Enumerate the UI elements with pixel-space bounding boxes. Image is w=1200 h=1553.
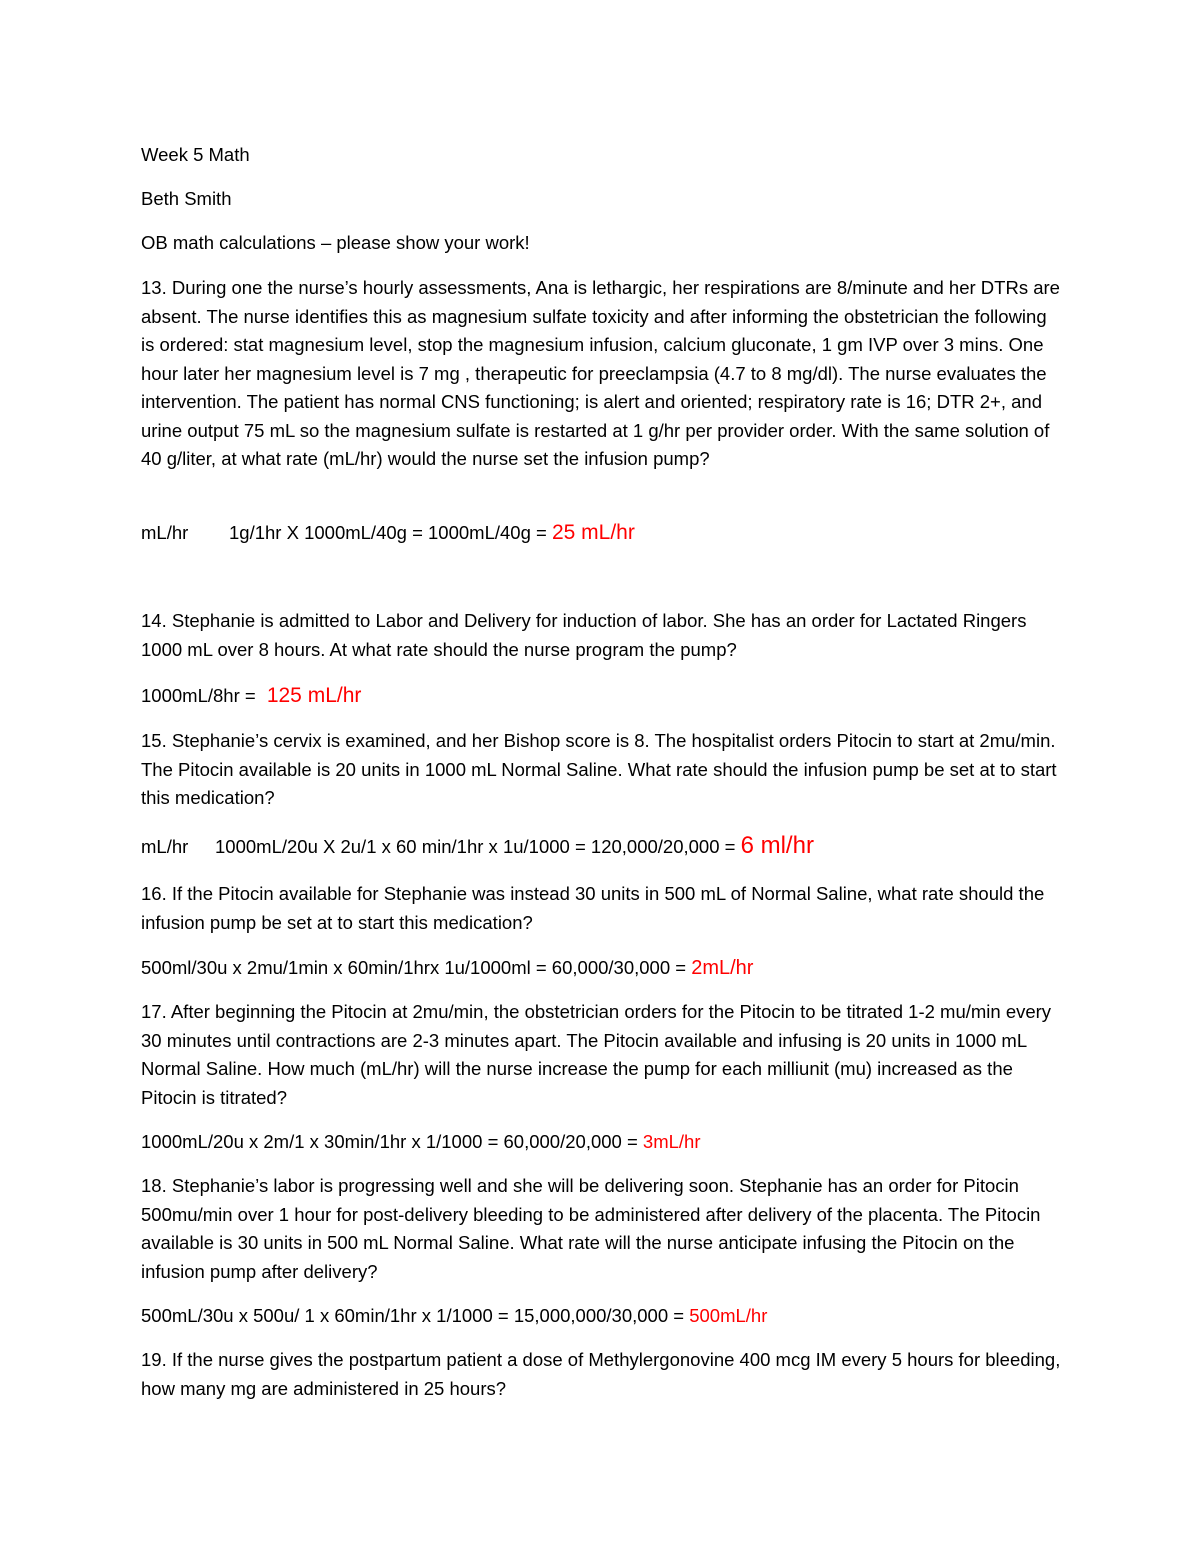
instructions: OB math calculations – please show your work! — [141, 232, 530, 253]
answer-unit-label: mL/hr — [141, 522, 189, 543]
work-calculation: 1g/1hr X 1000mL/40g = 1000mL/40g = — [229, 522, 552, 543]
final-answer: 125 mL/hr — [266, 684, 362, 707]
question-16-answer-row — [141, 953, 1141, 983]
question-15-answer-row — [141, 831, 1141, 862]
final-answer: 2mL/hr — [691, 957, 754, 979]
work-calculation: 1000mL/20u x 2m/1 x 30min/1hr x 1/1000 = 60,000/20,000 = — [141, 1131, 643, 1152]
document-title: Week 5 Math — [141, 144, 250, 165]
work-calculation: 1000mL/8hr = — [141, 685, 261, 706]
work-calculation: 500ml/30u x 2mu/1min x 60min/1hrx 1u/1000ml = 60,000/30,000 = — [141, 957, 692, 978]
question-18-answer-row — [141, 1301, 1141, 1331]
final-answer: 6 ml/hr — [740, 832, 814, 859]
question-17-answer-row — [141, 1127, 1141, 1157]
question-19-text: 19. If the nurse gives the postpartum patient a dose of Methylergonovine 400 mcg IM every 5 hours for bleeding, how many mg are administered in 25 hours? — [141, 1349, 1061, 1399]
question-15-text: 15. Stephanie’s cervix is examined, and her Bishop score is 8. The hospitalist orders Pitocin to start at 2mu/min. The Pitocin available is 20 units in 1000 mL Normal Saline. What rate should the infusion pump be set at to start this medication? — [141, 730, 1057, 808]
question-17-text: 17. After beginning the Pitocin at 2mu/min, the obstetrician orders for the Pitocin to be titrated 1-2 mu/min every 30 minutes until contractions are 2-3 minutes apart. The Pitocin available and infusing is 20 units in 1000 mL Normal Saline. How much (mL/hr) will the nurse increase the pump for each milliunit (mu) increased as the Pitocin is titrated? — [141, 1001, 1052, 1108]
work-calculation: 1000mL/20u X 2u/1 x 60 min/1hr x 1u/1000 = 120,000/20,000 = — [215, 836, 741, 857]
question-16-text: 16. If the Pitocin available for Stephanie was instead 30 units in 500 mL of Normal Saline, what rate should the infusion pump be set at to start this medication? — [141, 883, 1045, 933]
author-name: Beth Smith — [141, 188, 232, 209]
final-answer: 3mL/hr — [642, 1131, 701, 1152]
question-14-answer-row — [141, 681, 1141, 711]
question-18-text: 18. Stephanie’s labor is progressing well and she will be delivering soon. Stephanie has an order for Pitocin 500mu/min over 1 hour for post-delivery bleeding to be administered after delivery of the placenta. The Pitocin available is 30 units in 500 mL Normal Saline. What rate will the nurse anticipate infusing the Pitocin on the infusion pump after delivery? — [141, 1175, 1041, 1282]
final-answer: 25 mL/hr — [551, 521, 635, 544]
work-calculation: 500mL/30u x 500u/ 1 x 60min/1hr x 1/1000 = 15,000,000/30,000 = — [141, 1305, 690, 1326]
question-13-answer-row — [141, 518, 1141, 548]
final-answer: 500mL/hr — [689, 1305, 768, 1326]
answer-unit-label: mL/hr — [141, 836, 189, 857]
question-14-text: 14. Stephanie is admitted to Labor and Delivery for induction of labor. She has an order for Lactated Ringers 1000 mL over 8 hours. At what rate should the nurse program the pump? — [141, 610, 1027, 660]
question-13-text: 13. During one the nurse’s hourly assessments, Ana is lethargic, her respirations are 8/minute and her DTRs are absent. The nurse identifies this as magnesium sulfate toxicity and after informing the obstetrician the following is ordered: stat magnesium level, stop the magnesium infusion, calcium gluconate, 1 gm IVP over 3 mins. One hour later her magnesium level is 7 mg , therapeutic for preeclampsia (4.7 to 8 mg/dl). The nurse evaluates the intervention. The patient has normal CNS functioning; is alert and oriented; respiratory rate is 16; DTR 2+, and urine output 75 mL so the magnesium sulfate is restarted at 1 g/hr per provider order. With the same solution of 40 g/liter, at what rate (mL/hr) would the nurse set the infusion pump? — [141, 277, 1060, 469]
